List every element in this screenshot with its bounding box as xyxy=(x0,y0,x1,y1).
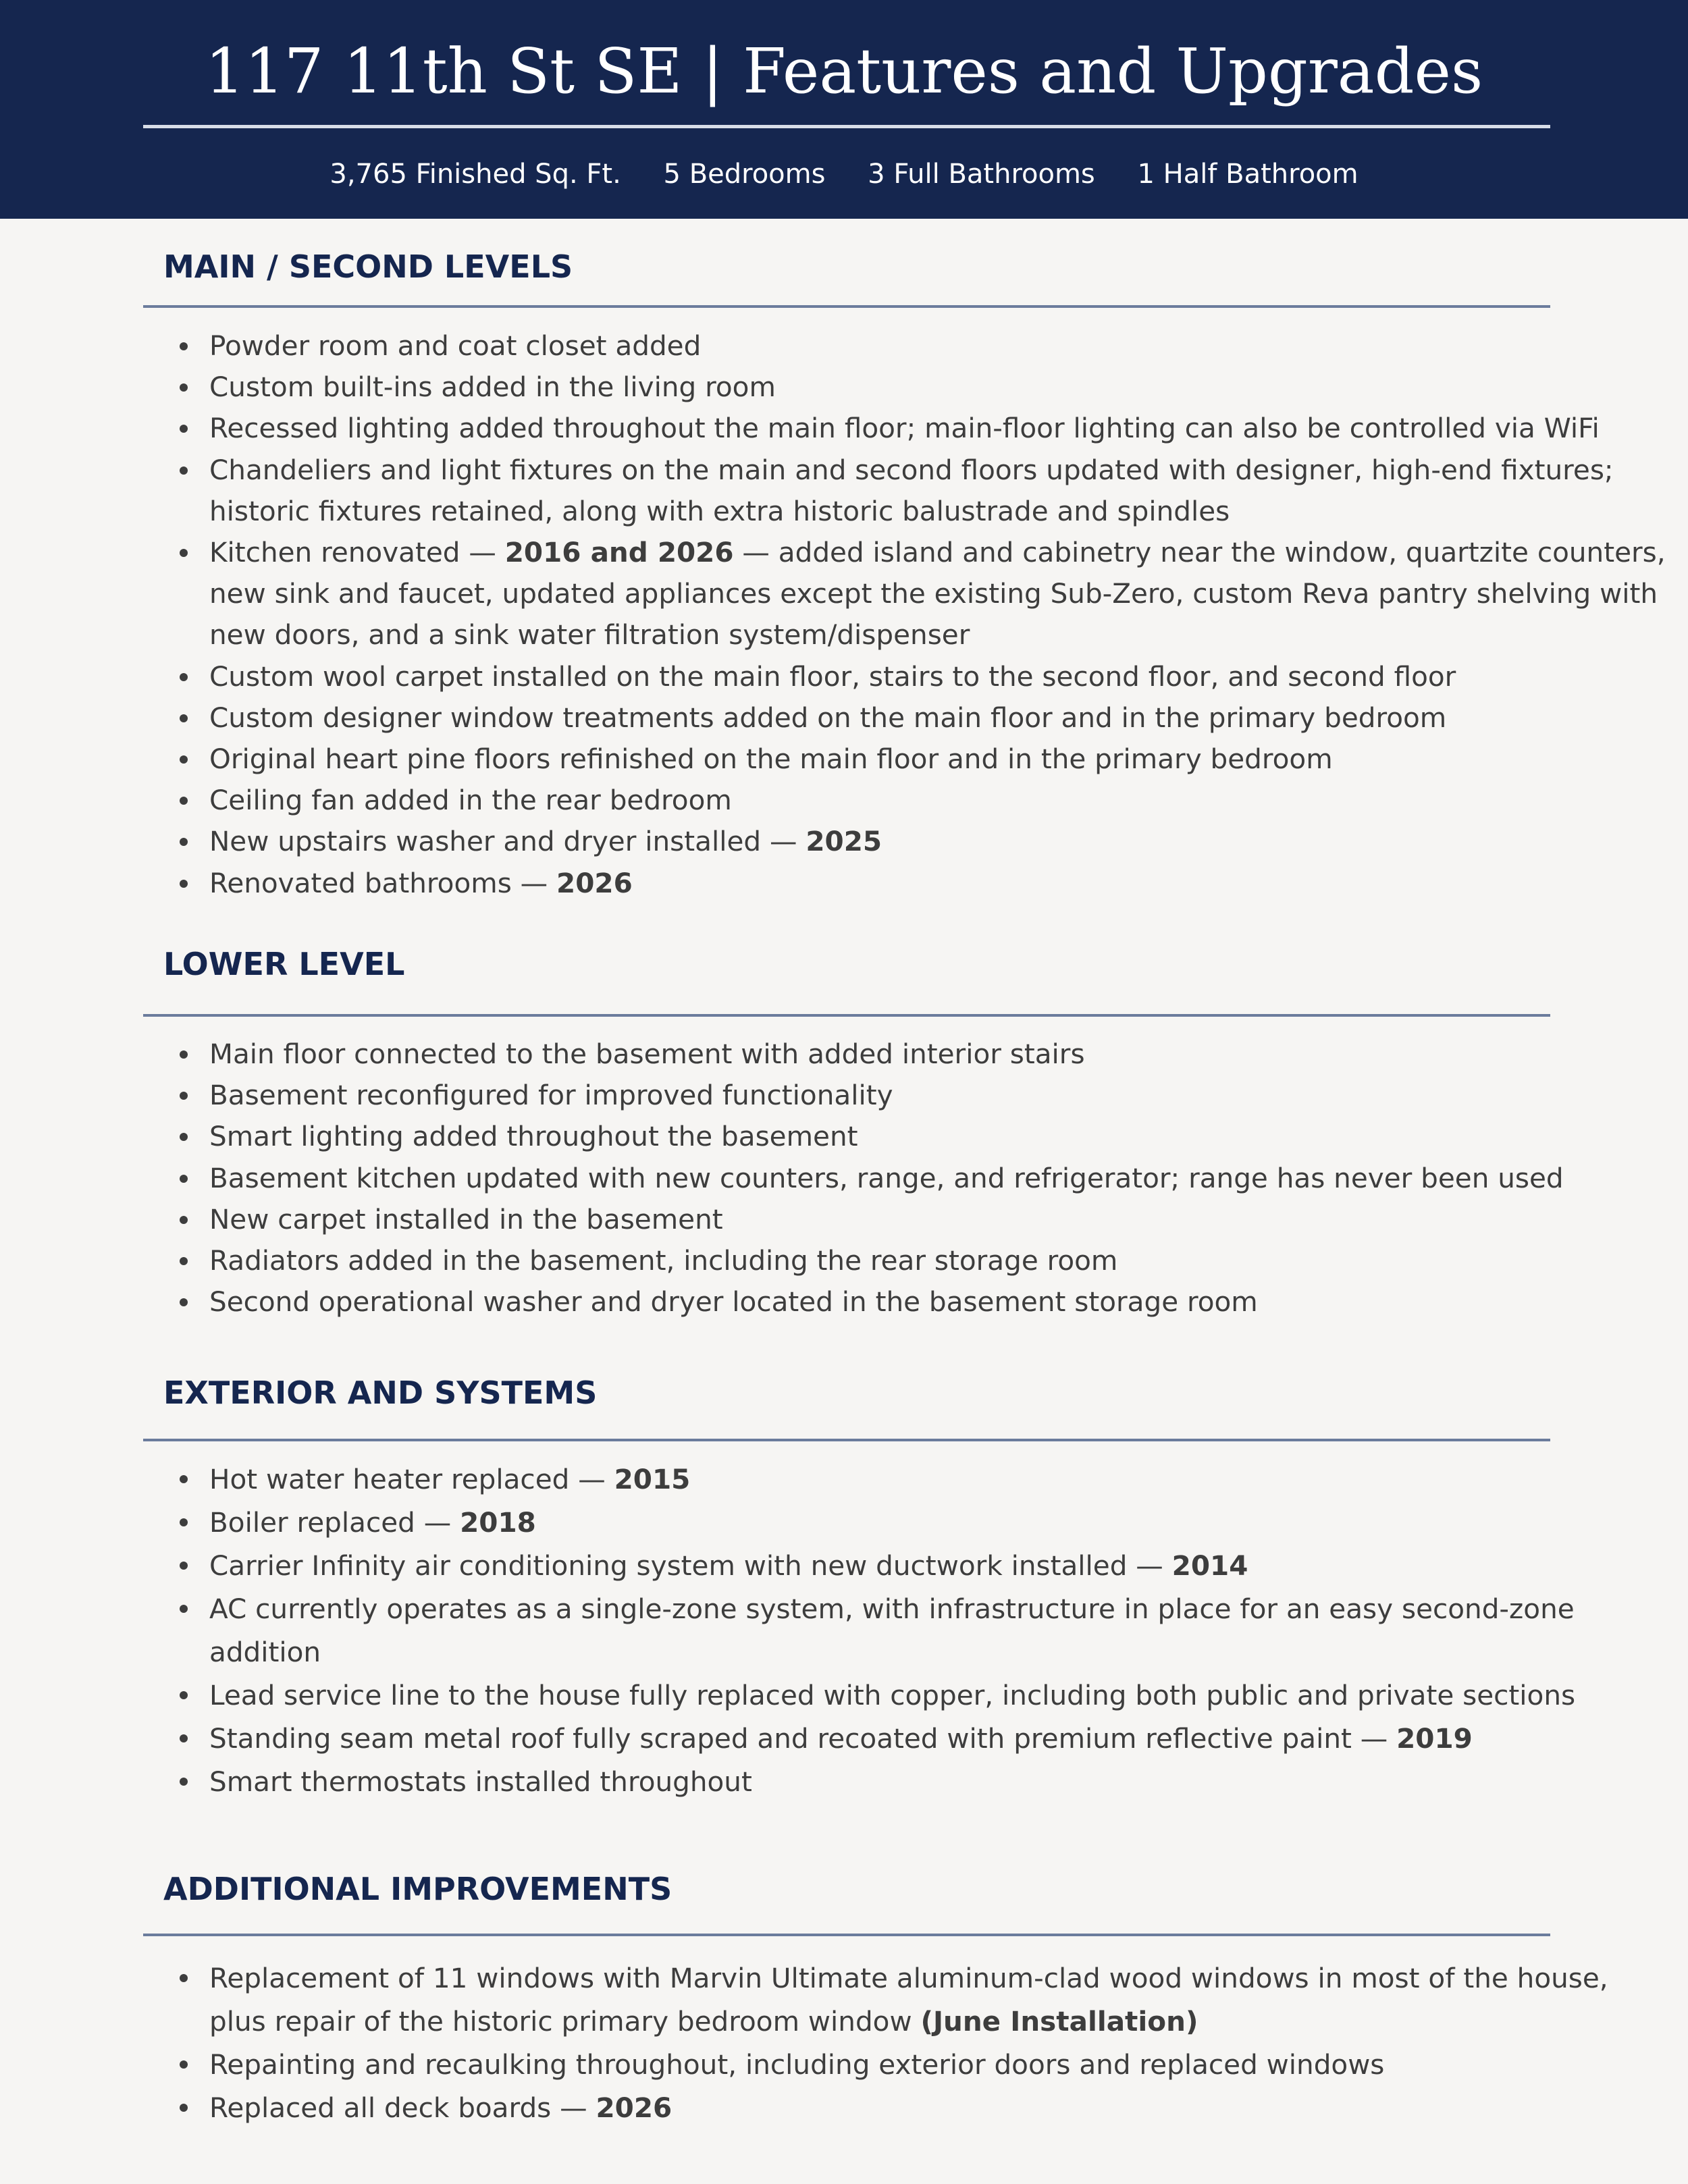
list-item: Chandeliers and light fixtures on the main and second floors updated with designer, high-end fixtures; historic fixtures retained, along with extra historic balustrade and spindles xyxy=(209,450,1556,532)
list-exterior-and-systems xyxy=(209,1458,1576,1803)
section-divider xyxy=(143,1934,1550,1936)
list-item: Custom built-ins added in the living room xyxy=(209,367,1556,408)
list-item: Basement kitchen updated with new counters, range, and refrigerator; range has never been used xyxy=(209,1158,1556,1199)
fact-bedrooms: 5 Bedrooms xyxy=(663,159,826,190)
section-divider xyxy=(143,1014,1550,1017)
list-item: Custom designer window treatments added on the main floor and in the primary bedroom xyxy=(209,697,1556,739)
list-item: Custom wool carpet installed on the main floor, stairs to the second floor, and second floor xyxy=(209,656,1556,697)
header-banner xyxy=(0,0,1688,219)
list-item: Lead service line to the house fully replaced with copper, including both public and private sections xyxy=(209,1674,1556,1717)
list-item: Kitchen renovated — 2016 and 2026 — added island and cabinetry near the window, quartzite counters, new sink and faucet, updated appliances except the existing Sub-Zero, custom Reva pantry shelving with new doors, and a sink water filtration system/dispenser xyxy=(209,532,1556,656)
list-item: Replaced all deck boards — 2026 xyxy=(209,2086,1556,2129)
property-facts xyxy=(0,154,1688,194)
fact-full-bathrooms: 3 Full Bathrooms xyxy=(868,159,1095,190)
list-item: New carpet installed in the basement xyxy=(209,1199,1556,1240)
list-item: Hot water heater replaced — 2015 xyxy=(209,1458,1556,1501)
list-main-second-levels xyxy=(209,325,1666,904)
list-item: Original heart pine floors refinished on the main floor and in the primary bedroom xyxy=(209,739,1556,780)
list-item: Carrier Infinity air conditioning system with new ductwork installed — 2014 xyxy=(209,1544,1556,1587)
section-heading-exterior-and-systems: EXTERIOR AND SYSTEMS xyxy=(163,1375,598,1411)
list-item: Repainting and recaulking throughout, including exterior doors and replaced windows xyxy=(209,2043,1556,2086)
section-heading-additional-improvements: ADDITIONAL IMPROVEMENTS xyxy=(163,1871,672,1907)
list-item: Ceiling fan added in the rear bedroom xyxy=(209,780,1556,821)
list-item: Basement reconfigured for improved functionality xyxy=(209,1075,1556,1116)
list-lower-level xyxy=(209,1034,1564,1323)
list-item: Standing seam metal roof fully scraped and recoated with premium reflective paint — 2019 xyxy=(209,1717,1556,1760)
list-item: Recessed lighting added throughout the main floor; main-floor lighting can also be controlled via WiFi xyxy=(209,408,1556,449)
list-item: Smart thermostats installed throughout xyxy=(209,1760,1556,1803)
list-item: Replacement of 11 windows with Marvin Ultimate aluminum-clad wood windows in most of the house, plus repair of the historic primary bedroom window (June Installation) xyxy=(209,1956,1556,2043)
list-item: Boiler replaced — 2018 xyxy=(209,1501,1556,1544)
title-divider xyxy=(143,125,1550,128)
section-divider xyxy=(143,305,1550,308)
section-heading-lower-level: LOWER LEVEL xyxy=(163,946,405,982)
list-item: Renovated bathrooms — 2026 xyxy=(209,863,1556,904)
list-additional-improvements xyxy=(209,1956,1608,2129)
list-item: Main floor connected to the basement with added interior stairs xyxy=(209,1034,1556,1075)
list-item: Second operational washer and dryer located in the basement storage room xyxy=(209,1281,1556,1323)
list-item: Smart lighting added throughout the basement xyxy=(209,1116,1556,1157)
list-item: Radiators added in the basement, including the rear storage room xyxy=(209,1240,1556,1281)
list-item: Powder room and coat closet added xyxy=(209,325,1556,367)
list-item: New upstairs washer and dryer installed — 2025 xyxy=(209,821,1556,862)
section-divider xyxy=(143,1439,1550,1441)
fact-half-bathroom: 1 Half Bathroom xyxy=(1137,159,1359,190)
list-item: AC currently operates as a single-zone system, with infrastructure in place for an easy second-zone addition xyxy=(209,1587,1556,1674)
page-title: 117 11th St SE | Features and Upgrades xyxy=(205,35,1483,107)
section-heading-main-second-levels: MAIN / SECOND LEVELS xyxy=(163,248,573,285)
fact-square-feet: 3,765 Finished Sq. Ft. xyxy=(329,159,621,190)
